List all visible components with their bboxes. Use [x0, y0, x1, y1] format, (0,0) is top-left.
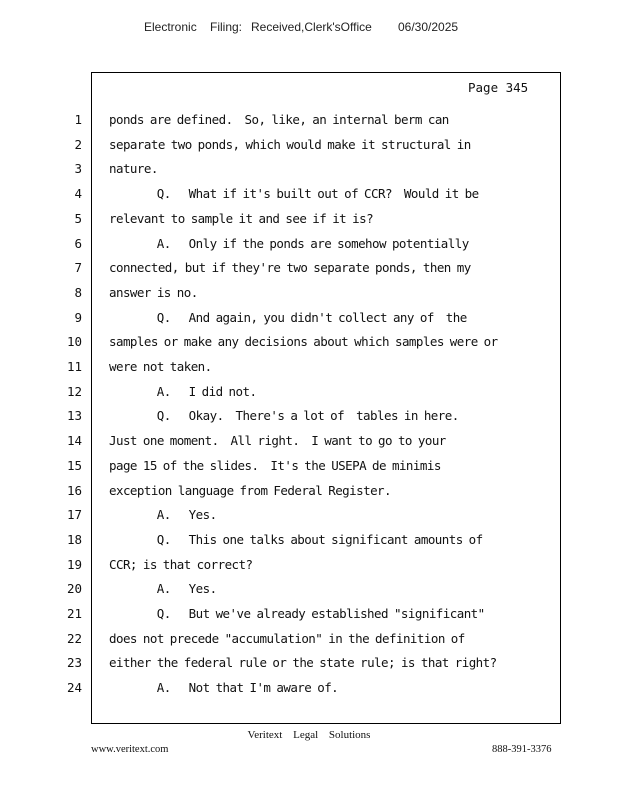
- line-number: 5: [74, 211, 82, 226]
- footer-phone: 888-391-3376: [492, 744, 552, 755]
- line-number: 7: [74, 260, 82, 275]
- line-number: 18: [66, 532, 82, 547]
- line-number: 23: [66, 655, 82, 670]
- transcript-line: Q. But we've already established "significant": [109, 606, 485, 621]
- transcript-line: either the federal rule or the state rule; is that right?: [109, 655, 497, 670]
- transcript-line: Q. Okay. There's a lot of tables in here.: [109, 408, 459, 423]
- line-number: 16: [66, 483, 82, 498]
- line-number: 9: [74, 310, 82, 325]
- line-number: 19: [66, 557, 82, 572]
- line-number: 11: [66, 359, 82, 374]
- transcript-line: Q. And again, you didn't collect any of the: [109, 310, 467, 325]
- footer-company: [0, 729, 618, 741]
- transcript-line: Q. This one talks about significant amounts of: [109, 532, 483, 547]
- header-filing: Filing:: [210, 20, 243, 34]
- transcript-line: A. Only if the ponds are somehow potentially: [109, 236, 469, 251]
- transcript-line: page 15 of the slides. It's the USEPA de minimis: [109, 458, 441, 473]
- transcript-line: A. Yes.: [109, 581, 217, 596]
- line-number: 8: [74, 285, 82, 300]
- transcript-line: Just one moment. All right. I want to go to your: [109, 433, 446, 448]
- line-number: 6: [74, 236, 82, 251]
- transcript-line: Q. What if it's built out of CCR? Would it be: [109, 186, 479, 201]
- line-number: 12: [66, 384, 82, 399]
- transcript-line: CCR; is that correct?: [109, 557, 253, 572]
- line-number: 15: [66, 458, 82, 473]
- transcript-line: ponds are defined. So, like, an internal berm can: [109, 112, 449, 127]
- line-number: 13: [66, 408, 82, 423]
- transcript-line: A. Yes.: [109, 507, 217, 522]
- transcript-line: does not precede "accumulation" in the definition of: [109, 631, 465, 646]
- filing-header: [0, 20, 618, 38]
- line-number: 21: [66, 606, 82, 621]
- line-number: 10: [66, 334, 82, 349]
- line-number: 17: [66, 507, 82, 522]
- line-number: 1: [74, 112, 82, 127]
- transcript-line: were not taken.: [109, 359, 212, 374]
- line-number: 3: [74, 161, 82, 176]
- transcript-line: nature.: [109, 161, 158, 176]
- header-received: Received,Clerk'sOffice: [251, 20, 372, 34]
- line-number: 24: [66, 680, 82, 695]
- line-number: 4: [74, 186, 82, 201]
- transcript-line: relevant to sample it and see if it is?: [109, 211, 374, 226]
- header-electronic: Electronic: [144, 20, 197, 34]
- header-date: 06/30/2025: [398, 20, 459, 34]
- line-number: 20: [66, 581, 82, 596]
- footer-website: www.veritext.com: [91, 744, 169, 755]
- line-number: 14: [66, 433, 82, 448]
- transcript-line: connected, but if they're two separate ponds, then my: [109, 260, 471, 275]
- footer-company-2: Legal: [293, 729, 319, 741]
- line-number: 2: [74, 137, 82, 152]
- transcript-line: A. Not that I'm aware of.: [109, 680, 339, 695]
- transcript-line: answer is no.: [109, 285, 198, 300]
- transcript-line: samples or make any decisions about which samples were or: [109, 334, 498, 349]
- transcript-line: A. I did not.: [109, 384, 257, 399]
- footer-company-1: Veritext: [247, 729, 283, 741]
- line-number: 22: [66, 631, 82, 646]
- transcript-line: separate two ponds, which would make it structural in: [109, 137, 471, 152]
- page-number: Page 345: [468, 80, 529, 95]
- footer-company-3: Solutions: [328, 729, 371, 741]
- transcript-line: exception language from Federal Register.: [109, 483, 392, 498]
